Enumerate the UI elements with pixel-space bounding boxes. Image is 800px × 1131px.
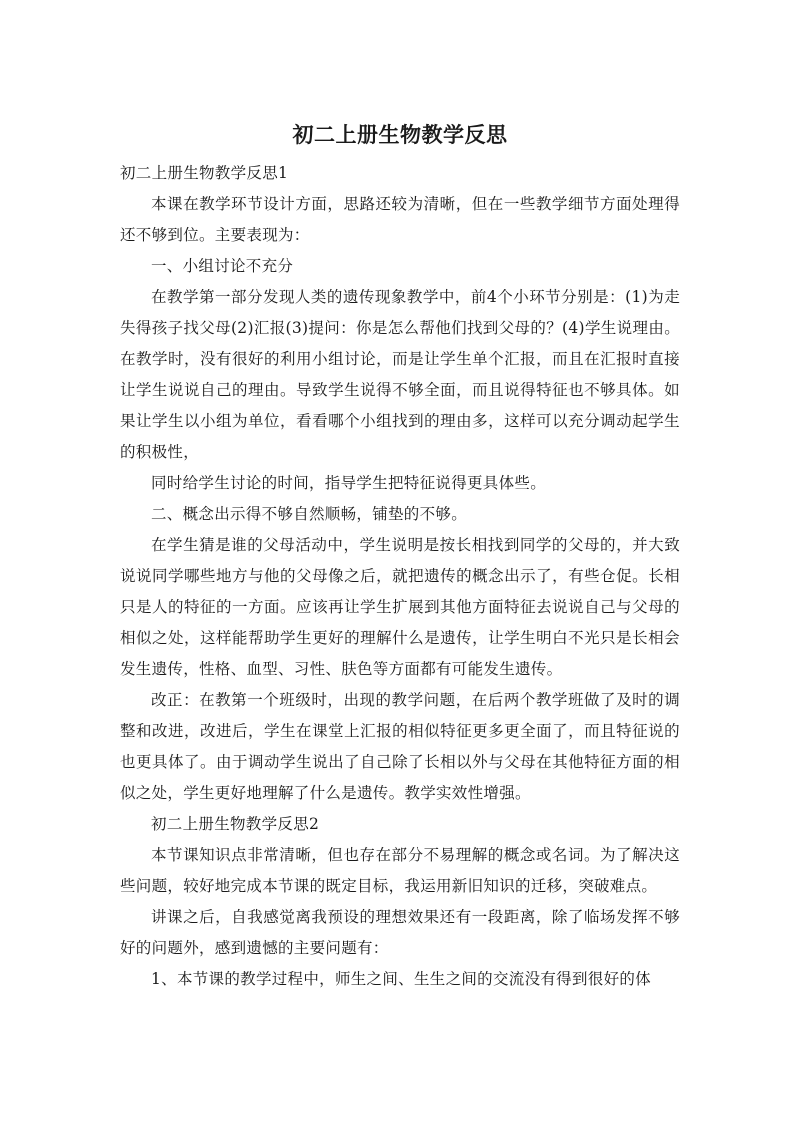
paragraph: 在学生猜是谁的父母活动中，学生说明是按长相找到同学的父母的，并大致说说同学哪些地方与他的父母像之后，就把遗传的概念出示了，有些仓促。长相只是人的特征的一方面。应该再让学生扩展到其他方面特征去说说自己与父母的相似之处，这样能帮助学生更好的理解什么是遗传，让学生明白不光只是长相会发生遗传，性格、血型、习性、肤色等方面都有可能发生遗传。 [120, 536, 680, 678]
paragraph: 本节课知识点非常清晰，但也存在部分不易理解的概念或名词。为了解决这些问题，较好地完成本节课的既定目标，我运用新旧知识的迁移，突破难点。 [120, 846, 680, 895]
paragraph: 改正：在教第一个班级时，出现的教学问题，在后两个教学班做了及时的调整和改进，改进后，学生在课堂上汇报的相似特征更多更全面了，而且特征说的也更具体了。由于调动学生说出了自己除了长相以外与父母在其他特征方面的相似之处，学生更好地理解了什么是遗传。教学实效性增强。 [120, 691, 680, 802]
paragraph: 在教学第一部分发现人类的遗传现象教学中，前4个小环节分别是：(1)为走失得孩子找父母(2)汇报(3)提问：你是怎么帮他们找到父母的？(4)学生说理由。在教学时，没有很好的利用小组讨论，而是让学生单个汇报，而且在汇报时直接让学生说说自己的理由。导致学生说得不够全面，而且说得特征也不够具体。如果让学生以小组为单位，看看哪个小组找到的理由多，这样可以充分调动起学生的积极性， [120, 288, 680, 461]
section-heading-1: 初二上册生物教学反思1 [120, 164, 289, 182]
paragraph: 1、本节课的教学过程中，师生之间、生生之间的交流没有得到很好的体 [151, 970, 651, 988]
document-body [120, 158, 680, 995]
subheading: 一、小组讨论不充分 [151, 257, 294, 275]
subheading: 二、概念出示得不够自然顺畅，铺垫的不够。 [151, 505, 468, 523]
paragraph: 本课在教学环节设计方面，思路还较为清晰，但在一些教学细节方面处理得还不够到位。主要表现为： [120, 195, 680, 244]
paragraph: 讲课之后，自我感觉离我预设的理想效果还有一段距离，除了临场发挥不够好的问题外，感到遗憾的主要问题有： [120, 908, 680, 957]
section-heading-2: 初二上册生物教学反思2 [151, 815, 320, 833]
document-title: 初二上册生物教学反思 [292, 123, 508, 147]
paragraph: 同时给学生讨论的时间，指导学生把特征说得更具体些。 [151, 474, 547, 492]
